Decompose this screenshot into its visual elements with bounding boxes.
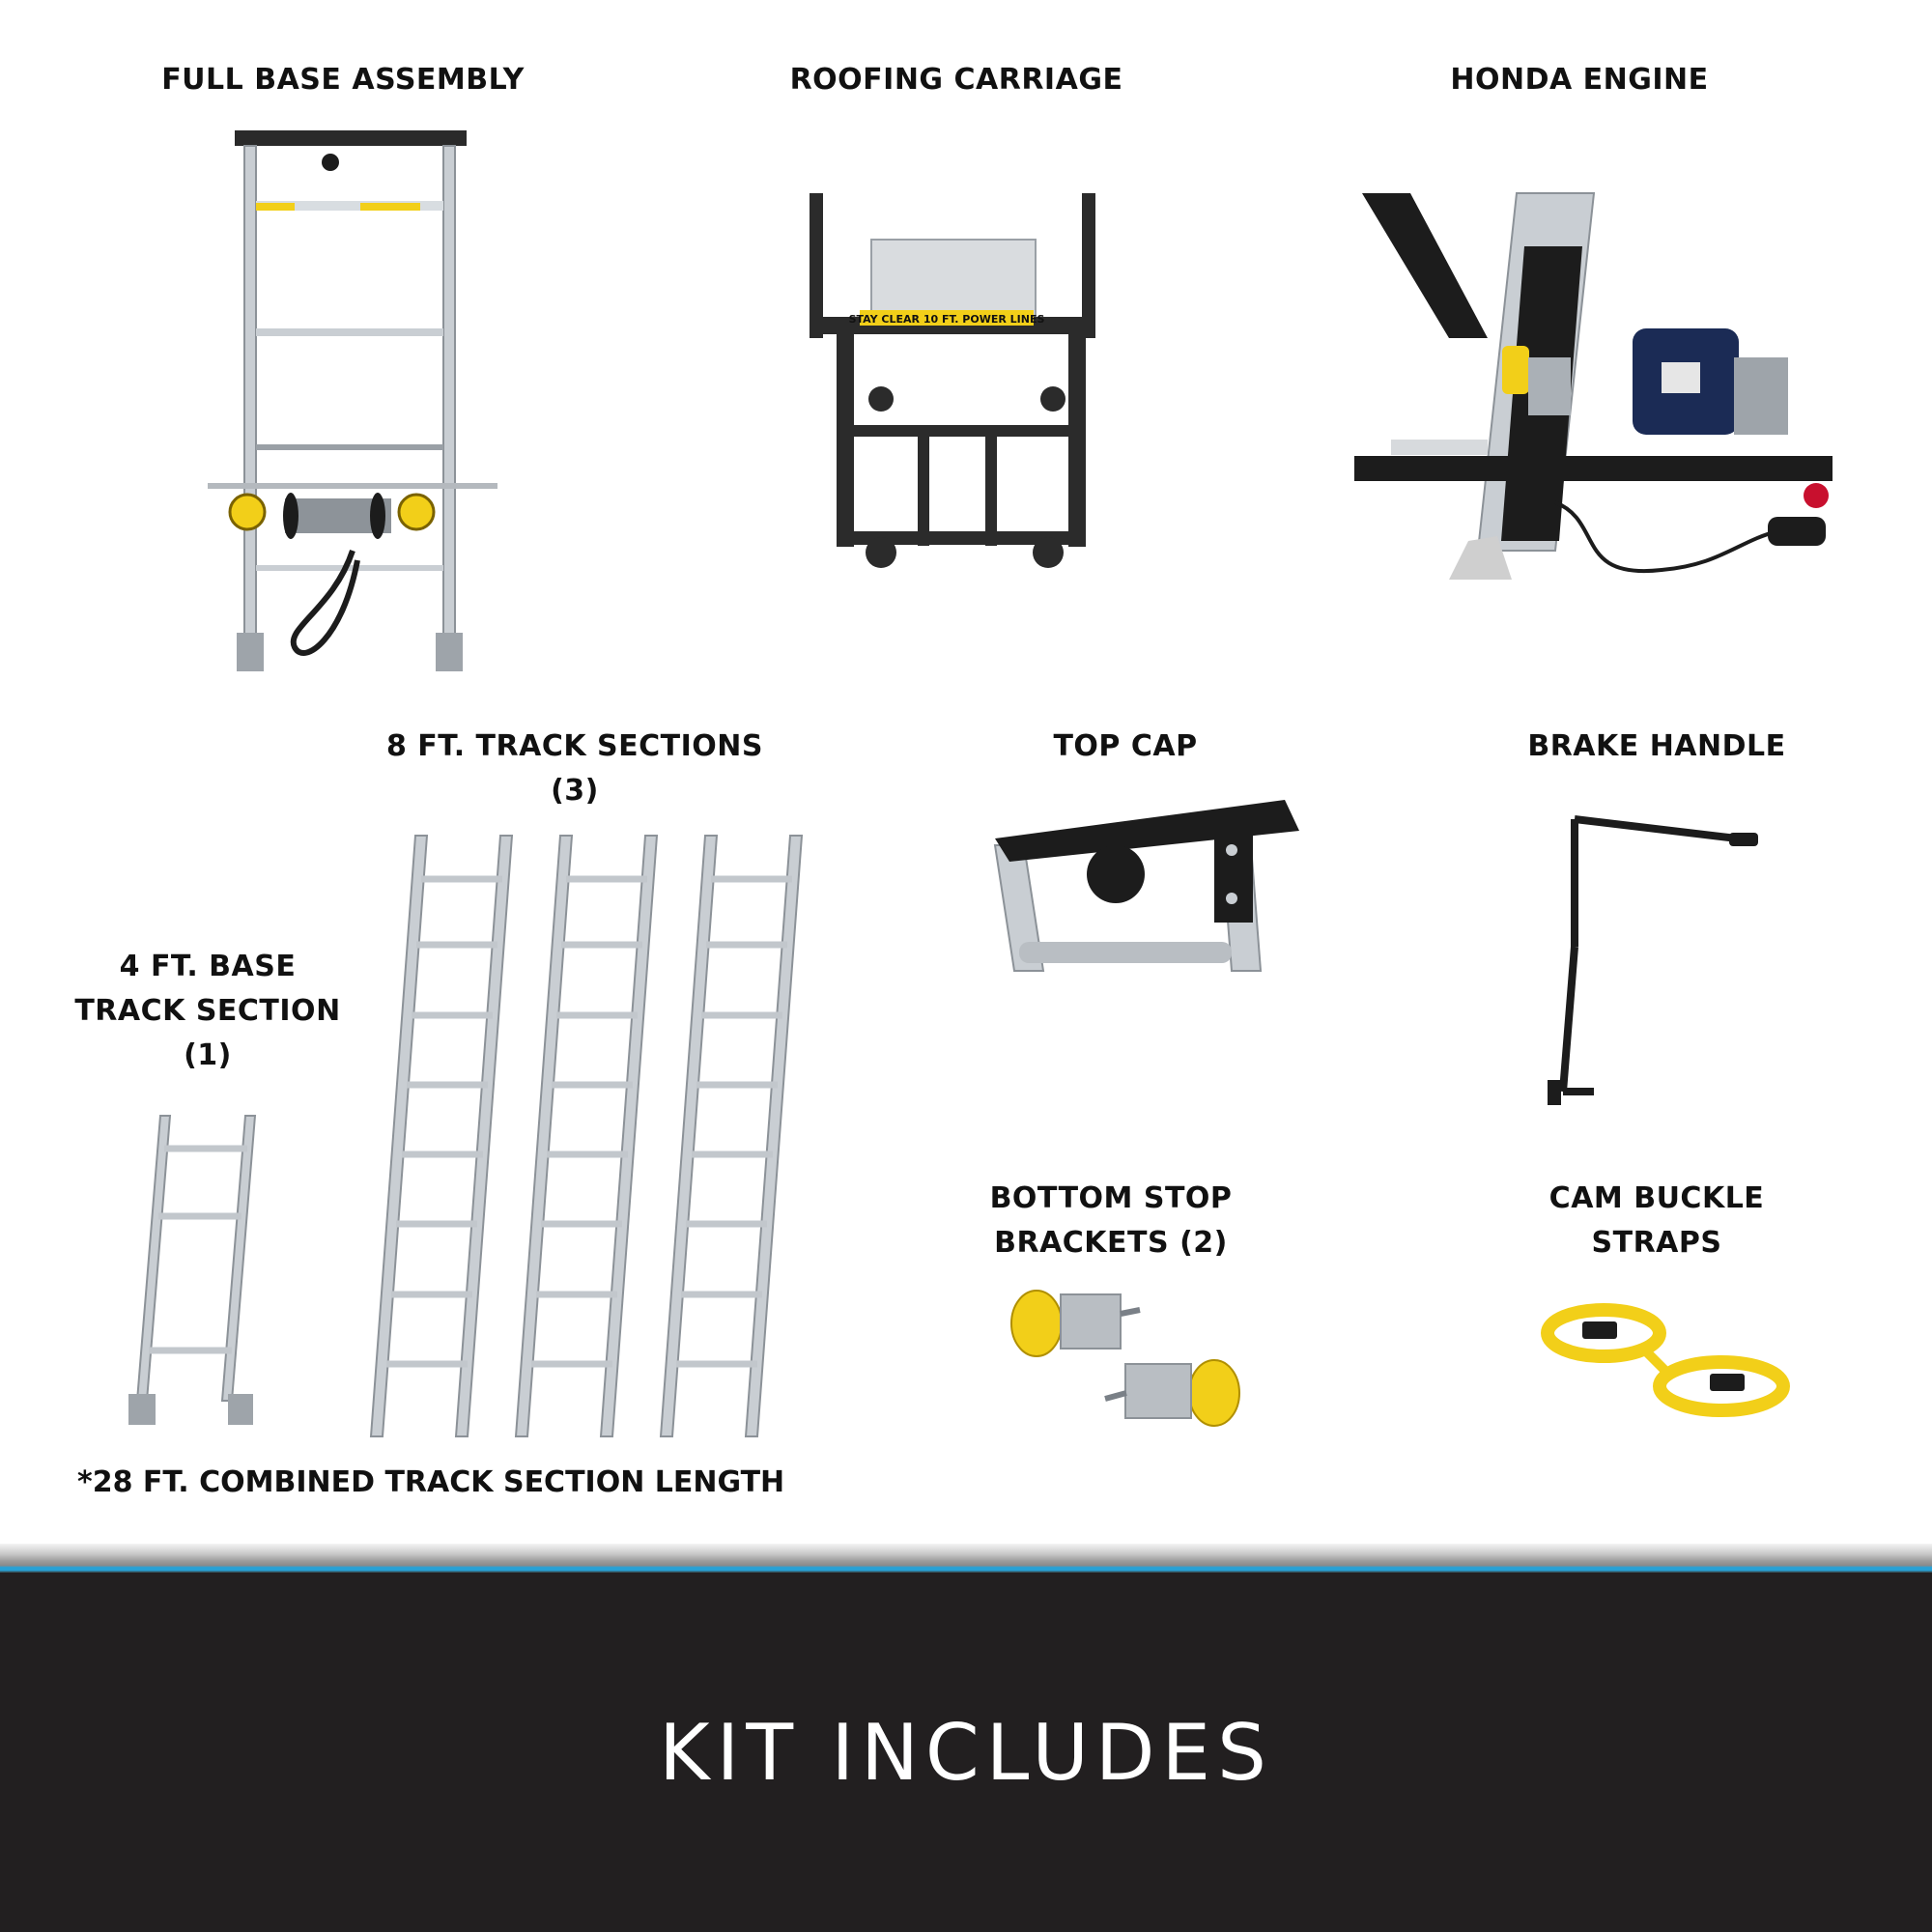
brake-handle-image <box>1536 811 1768 1121</box>
track-section-2 <box>516 836 657 1436</box>
bottom-stop-brackets-image <box>1005 1275 1246 1444</box>
brake-handle-label: BRAKE HANDLE <box>1527 729 1786 763</box>
honda-engine-image <box>1352 193 1835 599</box>
bracket-1 <box>1011 1291 1140 1356</box>
base-track-4ft-label: 4 FT. BASE TRACK SECTION (1) <box>74 950 341 1072</box>
bracket-2 <box>1105 1360 1239 1426</box>
carriage-warning-text: STAY CLEAR 10 FT. POWER LINES <box>848 313 1045 326</box>
base-track-4ft-image <box>126 1116 261 1430</box>
track-sections-8ft-label: 8 FT. TRACK SECTIONS (3) <box>385 729 763 808</box>
track-section-3 <box>661 836 802 1436</box>
top-cap-label: TOP CAP <box>1053 729 1198 763</box>
kit-includes-title: KIT INCLUDES <box>659 1707 1273 1798</box>
strap-2 <box>1660 1362 1783 1410</box>
full-base-assembly-image <box>198 126 507 686</box>
bottom-stop-brackets-label: BOTTOM STOP BRACKETS (2) <box>989 1181 1233 1260</box>
kit-includes-banner <box>0 1573 1932 1932</box>
strap-1 <box>1548 1310 1671 1377</box>
full-base-assembly-label: FULL BASE ASSEMBLY <box>161 63 525 97</box>
honda-engine-label: HONDA ENGINE <box>1450 63 1709 97</box>
banner-divider <box>0 1544 1932 1573</box>
combined-length-footnote: *28 FT. COMBINED TRACK SECTION LENGTH <box>77 1465 785 1499</box>
roofing-carriage-label: ROOFING CARRIAGE <box>789 63 1123 97</box>
cam-buckle-straps-image <box>1546 1304 1792 1425</box>
track-sections-8ft-image <box>357 836 811 1444</box>
cam-buckle-straps-label: CAM BUCKLE STRAPS <box>1548 1181 1765 1260</box>
top-cap-image <box>971 792 1309 976</box>
track-section-1 <box>371 836 512 1436</box>
roofing-carriage-image <box>792 193 1111 580</box>
